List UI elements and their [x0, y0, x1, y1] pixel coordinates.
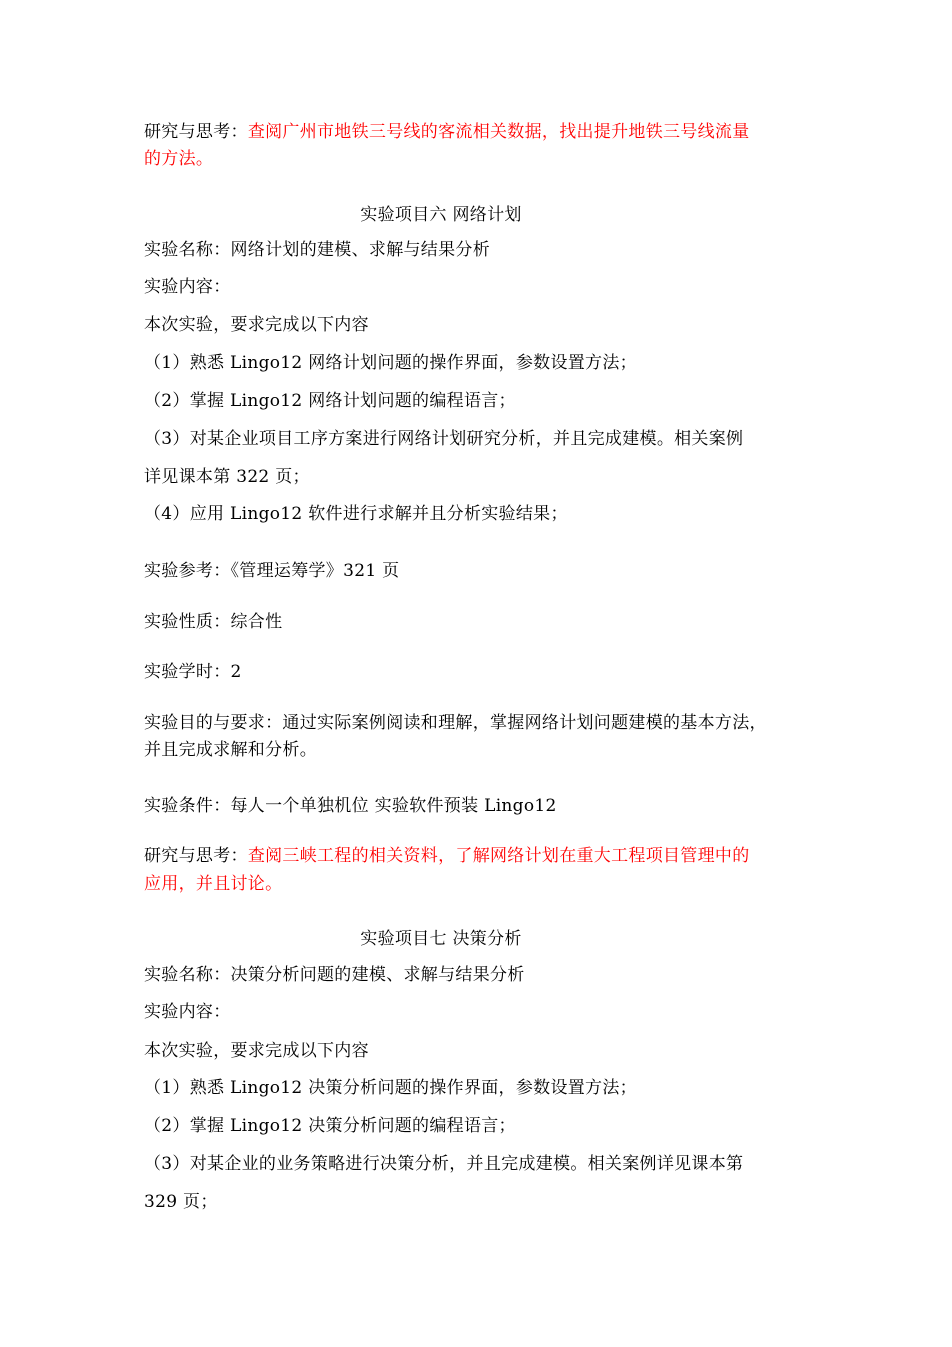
list-item: （1）熟悉 Lingo12 决策分析问题的操作界面，参数设置方法；: [144, 1078, 637, 1098]
nature-text: 实验性质：综合性: [144, 612, 283, 632]
section-title: 实验项目七 决策分析: [360, 929, 522, 949]
list-item: （1）熟悉 Lingo12 网络计划问题的操作界面，参数设置方法；: [144, 353, 637, 373]
reference-text: 实验参考：《管理运筹学》321 页: [144, 561, 400, 581]
list-item: （2）掌握 Lingo12 网络计划问题的编程语言；: [144, 391, 516, 411]
research-line: [144, 121, 750, 143]
list-item: （2）掌握 Lingo12 决策分析问题的编程语言；: [144, 1116, 516, 1136]
list-item: （3）对某企业的业务策略进行决策分析，并且完成建模。相关案例详见课本第: [144, 1154, 744, 1174]
content-label: 实验内容：: [144, 1002, 231, 1022]
research-text-continued: 的方法。: [144, 149, 214, 169]
content-label: 实验内容：: [144, 277, 231, 297]
list-item-continued: 329 页；: [144, 1192, 218, 1212]
research-line: [144, 845, 750, 867]
research-text: 查阅三峡工程的相关资料，了解网络计划在重大工程项目管理中的: [247, 846, 750, 866]
research-text-continued: 应用，并且讨论。: [144, 874, 283, 894]
goal-text: 实验目的与要求：通过实际案例阅读和理解，掌握网络计划问题建模的基本方法，: [144, 713, 767, 733]
intro-text: 本次实验，要求完成以下内容: [144, 1041, 369, 1061]
section-title: 实验项目六 网络计划: [360, 205, 522, 225]
research-text: 查阅广州市地铁三号线的客流相关数据，找出提升地铁三号线流量: [247, 122, 750, 142]
experiment-name: 实验名称：决策分析问题的建模、求解与结果分析: [144, 965, 525, 985]
list-item-continued: 详见课本第 322 页；: [144, 467, 310, 487]
hours-text: 实验学时：2: [144, 662, 242, 682]
research-label: 研究与思考：: [144, 846, 248, 866]
experiment-name: 实验名称：网络计划的建模、求解与结果分析: [144, 240, 490, 260]
list-item: （4）应用 Lingo12 软件进行求解并且分析实验结果；: [144, 504, 568, 524]
list-item: （3）对某企业项目工序方案进行网络计划研究分析，并且完成建模。相关案例: [144, 429, 744, 449]
goal-text-continued: 并且完成求解和分析。: [144, 740, 317, 760]
conditions-text: 实验条件：每人一个单独机位 实验软件预装 Lingo12: [144, 796, 557, 816]
research-label: 研究与思考：: [144, 122, 248, 142]
intro-text: 本次实验，要求完成以下内容: [144, 315, 369, 335]
